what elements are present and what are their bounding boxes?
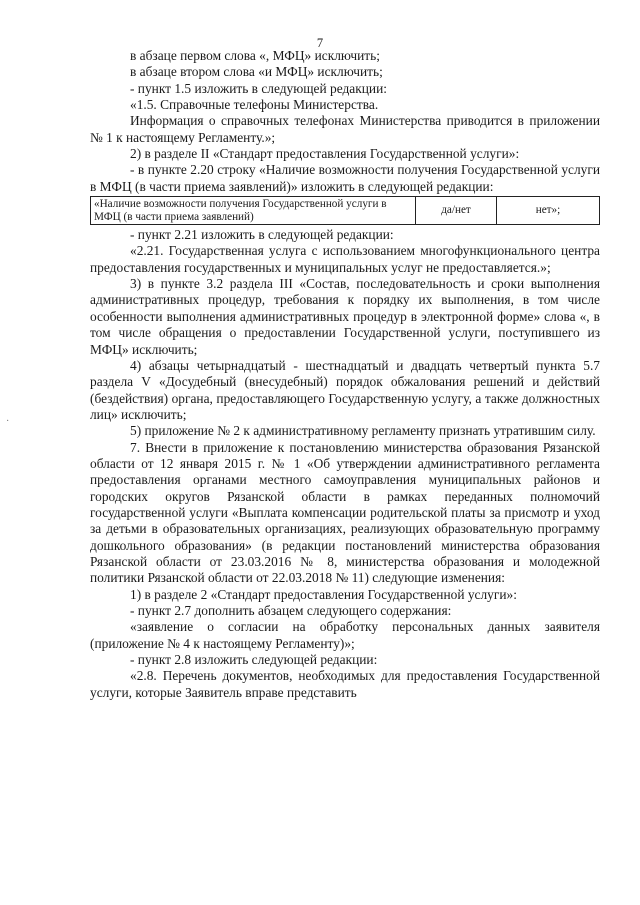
- paragraph: «заявление о согласии на обработку персональных данных заявителя (приложение № 4 к настоящему Регламенту)»;: [90, 619, 600, 651]
- paragraph: «2.8. Перечень документов, необходимых для предоставления Государственной услуги, которые Заявитель вправе представить: [90, 668, 600, 700]
- paragraph: в абзаце втором слова «и МФЦ» исключить;: [130, 64, 383, 80]
- table-cell-value: нет»;: [497, 197, 600, 225]
- paragraph: в абзаце первом слова «, МФЦ» исключить;: [130, 48, 380, 63]
- table-row: [91, 197, 600, 225]
- paragraph: - в пункте 2.20 строку «Наличие возможности получения Государственной услуги в МФЦ (в части приема заявлений)» изложить в следующей редакции:: [90, 162, 600, 194]
- paragraph: 3) в пункте 3.2 раздела III «Состав, последовательность и сроки выполнения административных процедур, требования к порядку их выполнения, в том числе особенности выполнения административных процедур в электронной форме» слова «, в том числе обращения о предоставлении Государственной услуги, поступившего из МФЦ» исключить;: [90, 276, 600, 357]
- paragraph: 5) приложение № 2 к административному регламенту признать утратившим силу.: [130, 423, 596, 439]
- paragraph: «1.5. Справочные телефоны Министерства.: [130, 97, 379, 113]
- table-cell-description: «Наличие возможности получения Государственной услуги в МФЦ (в части приема заявлений): [91, 197, 416, 225]
- paragraph: 1) в разделе 2 «Стандарт предоставления Государственной услуги»:: [130, 586, 517, 602]
- paragraph: - пункт 1.5 изложить в следующей редакции:: [130, 80, 387, 96]
- page-number: 7: [316, 36, 324, 50]
- paragraph: - пункт 2.7 дополнить абзацем следующего содержания:: [130, 603, 452, 618]
- margin-mark: ·: [6, 416, 10, 427]
- paragraph: «2.21. Государственная услуга с использованием многофункционального центра предоставления государственных и муниципальных услуг не предоставляется.»;: [90, 243, 600, 275]
- paragraph: 7. Внести в приложение к постановлению министерства образования Рязанской области от 12 января 2015 г. № 1 «Об утверждении административного регламента предоставления органами местного самоуправления муниципальных районов и городских округов Рязанской области в рамках переданных полномочий государственной услуги «Выплата компенсации родительской платы за присмотр и уход за детьми в образовательных организациях, реализующих образовательную программу дошкольного образования» (в редакции постановлений министерства образования Рязанской области от 23.03.2016 № 8, министерства образования и молодежной политики Рязанской области от 22.03.2018 № 11) следующие изменения:: [90, 439, 600, 586]
- amendment-table: [90, 196, 600, 225]
- paragraph: - пункт 2.21 изложить в следующей редакции:: [130, 227, 394, 243]
- paragraph: 4) абзацы четырнадцатый - шестнадцатый и двадцать четвертый пункта 5.7 раздела V «Досудебный (внесудебный) порядок обжалования решений и действий (бездействия) органа, предоставляющего Государственную услугу, а также должностных лиц» исключить;: [90, 357, 600, 422]
- paragraph: - пункт 2.8 изложить следующей редакции:: [130, 652, 378, 668]
- document-body: [90, 48, 600, 701]
- table-cell-options: да/нет: [416, 197, 497, 225]
- paragraph: 2) в разделе II «Стандарт предоставления Государственной услуги»:: [130, 146, 520, 162]
- paragraph: Информация о справочных телефонах Министерства приводится в приложении № 1 к настоящему Регламенту.»;: [90, 113, 600, 145]
